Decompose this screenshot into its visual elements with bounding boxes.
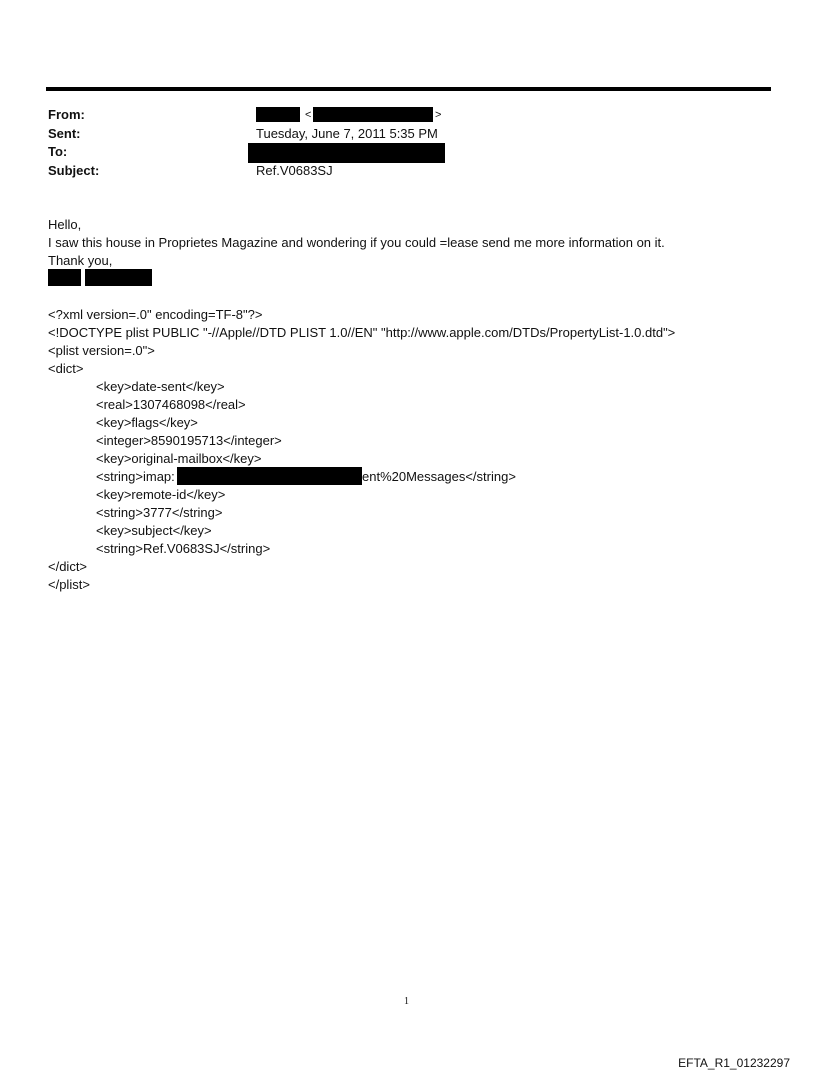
subject-label: Subject: [48,163,100,178]
plist-line: <string>Ref.V0683SJ</string> [96,541,271,556]
redacted-mailbox-path [177,467,362,485]
bates-number: EFTA_R1_01232297 [678,1056,790,1070]
greeting: Hello, [48,217,82,232]
subject-value: Ref.V0683SJ [256,163,333,178]
plist-line: <key>remote-id</key> [96,487,226,502]
plist-line: <real>1307468098</real> [96,397,246,412]
from-open-bracket: < [305,109,312,121]
redacted-signature-first [48,269,81,286]
redacted-sender-name [256,107,300,122]
from-close-bracket: > [435,109,442,121]
dict-open: <dict> [48,361,84,376]
plist-line: <key>date-sent</key> [96,379,225,394]
imap-suffix: ent%20Messages</string> [362,469,516,484]
sent-value: Tuesday, June 7, 2011 5:35 PM [256,126,438,141]
plist-line: <string>3777</string> [96,505,223,520]
redacted-sender-email [313,107,433,122]
sent-label: Sent: [48,126,81,141]
plist-line: <key>subject</key> [96,523,212,538]
plist-close: </plist> [48,577,90,592]
xml-declaration: <?xml version=.0" encoding=TF-8"?> [48,307,263,322]
to-label: To: [48,144,68,159]
message: I saw this house in Proprietes Magazine and wondering if you could =lease send me more information on it. [48,235,665,250]
dict-close: </dict> [48,559,88,574]
from-label: From: [48,107,85,122]
imap-prefix: <string>imap: [96,469,175,484]
doctype-line: <!DOCTYPE plist PUBLIC "-//Apple//DTD PLIST 1.0//EN" "http://www.apple.com/DTDs/PropertyList-1.0.dtd"> [48,325,676,340]
plist-open: <plist version=.0"> [48,343,155,358]
redacted-signature-last [85,269,152,286]
redacted-recipient [248,143,445,163]
plist-line: <integer>8590195713</integer> [96,433,282,448]
header-rule [46,87,771,91]
closing: Thank you, [48,253,113,268]
plist-line: <key>flags</key> [96,415,198,430]
plist-line: <key>original-mailbox</key> [96,451,262,466]
page-number: 1 [404,996,409,1007]
